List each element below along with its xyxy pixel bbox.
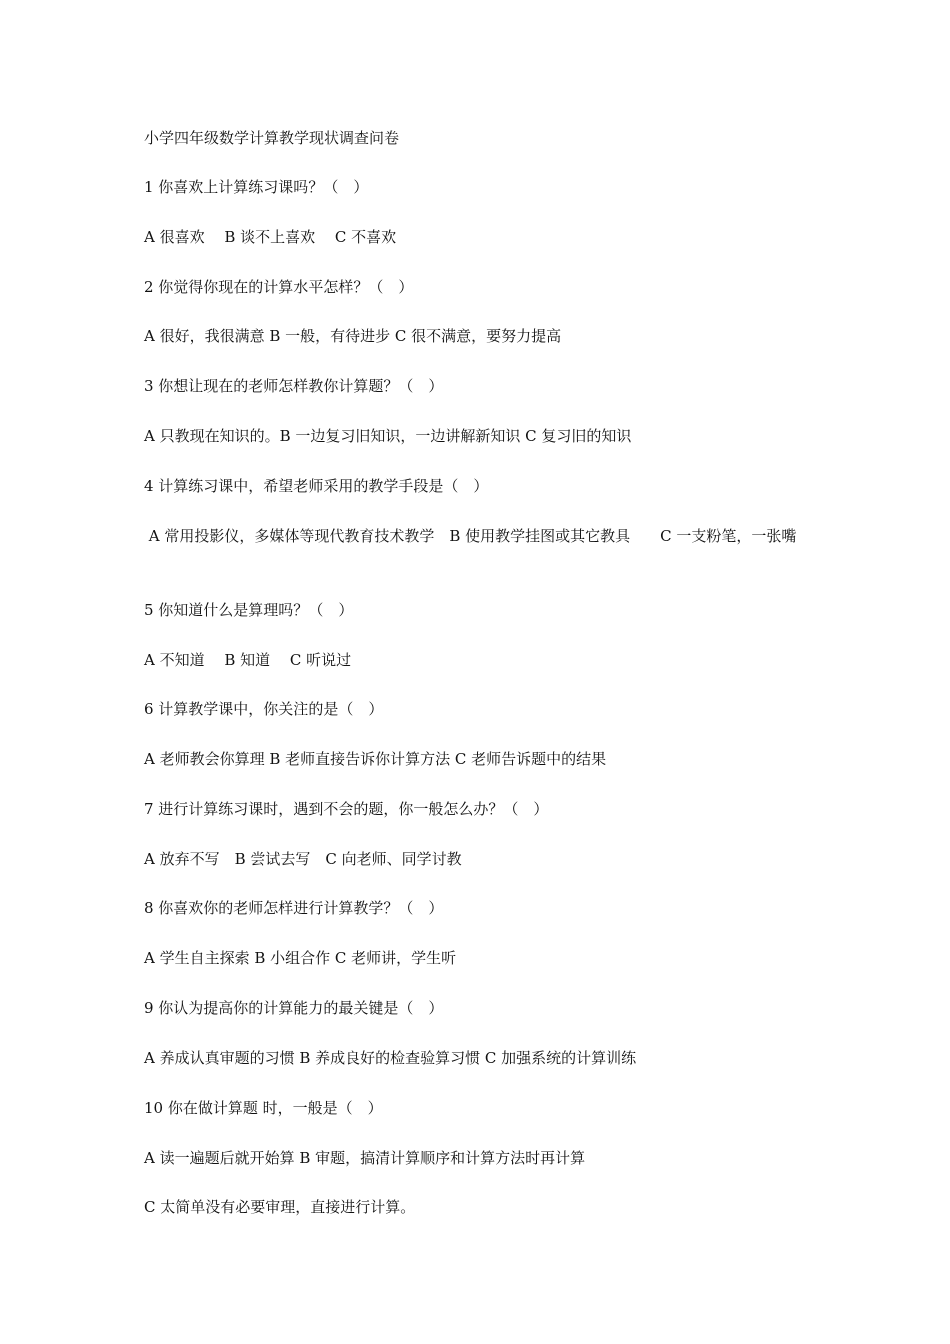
question-5: 5 你知道什么是算理吗？（ ）	[144, 601, 354, 619]
question-1: 1 你喜欢上计算练习课吗？（ ）	[144, 178, 369, 196]
question-3: 3 你想让现在的老师怎样教你计算题？（ ）	[144, 377, 444, 395]
answer-options-5: A 不知道 B 知道 C 听说过	[144, 651, 352, 669]
answer-options-6: A 老师教会你算理 B 老师直接告诉你计算方法 C 老师告诉题中的结果	[144, 750, 607, 768]
question-9: 9 你认为提高你的计算能力的最关键是（ ）	[144, 999, 444, 1017]
answer-options-8: A 学生自主探索 B 小组合作 C 老师讲，学生听	[144, 949, 457, 967]
page-title: 小学四年级数学计算教学现状调查问卷	[144, 129, 400, 147]
answer-options-1: A 很喜欢 B 谈不上喜欢 C 不喜欢	[144, 228, 397, 246]
question-10: 10 你在做计算题 时，一般是（ ）	[144, 1099, 383, 1117]
question-6: 6 计算教学课中，你关注的是（ ）	[144, 700, 384, 718]
question-2: 2 你觉得你现在的计算水平怎样？（ ）	[144, 278, 414, 296]
answer-options-4: A 常用投影仪，多媒体等现代教育技术教学 B 使用教学挂图或其它教具 C 一支粉笔，一张嘴	[144, 527, 797, 545]
answer-options-7: A 放弃不写 B 尝试去写 C 向老师、同学讨教	[144, 850, 462, 868]
answer-options-10-line-1: A 读一遍题后就开始算 B 审题，搞清计算顺序和计算方法时再计算	[144, 1149, 586, 1167]
answer-options-2: A 很好，我很满意 B 一般，有待进步 C 很不满意，要努力提高	[144, 327, 562, 345]
answer-options-10-line-2: C 太简单没有必要审理，直接进行计算。	[144, 1198, 416, 1216]
question-4: 4 计算练习课中，希望老师采用的教学手段是（ ）	[144, 477, 489, 495]
question-7: 7 进行计算练习课时，遇到不会的题，你一般怎么办？（ ）	[144, 800, 549, 818]
question-8: 8 你喜欢你的老师怎样进行计算教学？（ ）	[144, 899, 444, 917]
answer-options-3: A 只教现在知识的。B 一边复习旧知识，一边讲解新知识 C 复习旧的知识	[144, 427, 632, 445]
answer-options-9: A 养成认真审题的习惯 B 养成良好的检查验算习惯 C 加强系统的计算训练	[144, 1049, 637, 1067]
